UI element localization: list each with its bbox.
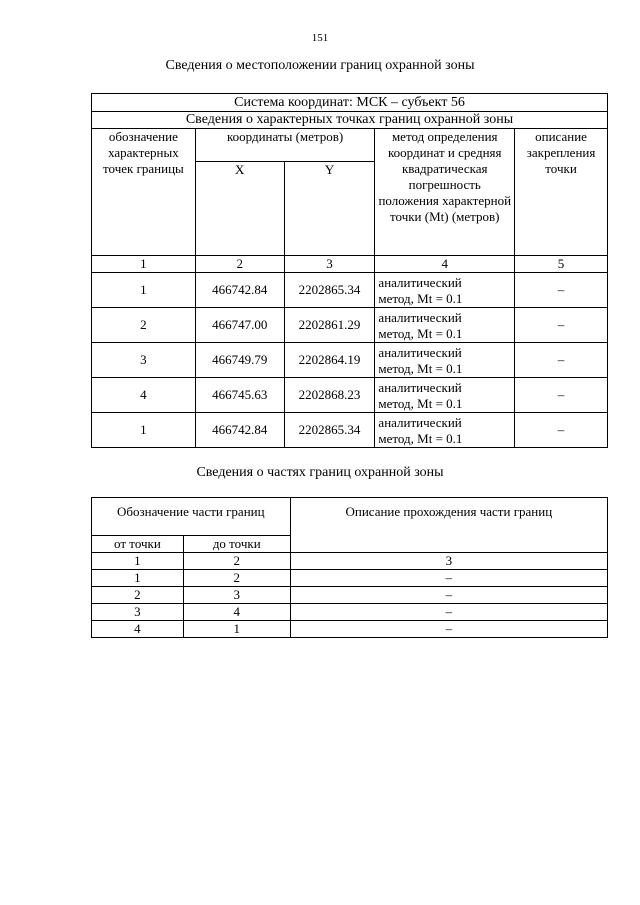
- header-point-designation: обозначение характерных точек границы: [92, 129, 196, 256]
- point-description: –: [515, 273, 608, 308]
- from-point: 1: [92, 570, 184, 587]
- boundary-parts-table: [91, 497, 608, 638]
- coord-x: 466747.00: [195, 308, 284, 343]
- method-line1: аналитический: [378, 380, 462, 395]
- point-id: 3: [92, 343, 196, 378]
- method-cell: [375, 308, 515, 343]
- point-id: 1: [92, 413, 196, 448]
- method-cell: [375, 273, 515, 308]
- method-cell: [375, 413, 515, 448]
- header-description: описание закрепления точки: [515, 129, 608, 256]
- method-line2: метод, Mt = 0.1: [378, 291, 463, 306]
- method-line2: метод, Mt = 0.1: [378, 326, 463, 341]
- from-point: 3: [92, 604, 184, 621]
- point-id: 1: [92, 273, 196, 308]
- header-method: метод определения координат и средняя квадратическая погрешность положения характерной точки (Mt) (метров): [375, 129, 515, 256]
- table-row: [92, 553, 608, 570]
- to-point: 2: [183, 570, 290, 587]
- table-row: [92, 378, 608, 413]
- coord-x: 466749.79: [195, 343, 284, 378]
- header-parts-description: Описание прохождения части границ: [290, 498, 607, 553]
- from-point: 4: [92, 621, 184, 638]
- header-to-point: до точки: [183, 536, 290, 553]
- points-subtitle: Сведения о характерных точках границ охранной зоны: [92, 112, 608, 129]
- method-cell: [375, 378, 515, 413]
- from-point: 1: [92, 553, 184, 570]
- part-description: 3: [290, 553, 607, 570]
- point-description: –: [515, 308, 608, 343]
- method-line1: аналитический: [378, 275, 462, 290]
- header-parts: Обозначение части границ: [92, 498, 291, 536]
- point-id: 2: [92, 308, 196, 343]
- coord-y: 2202868.23: [284, 378, 375, 413]
- table-row: [92, 621, 608, 638]
- coord-x: 466745.63: [195, 378, 284, 413]
- header-y: Y: [284, 162, 375, 256]
- col-number: 1: [92, 256, 196, 273]
- col-number: 5: [515, 256, 608, 273]
- part-description: –: [290, 570, 607, 587]
- section-title-location: Сведения о местоположении границ охранной зоны: [165, 58, 475, 73]
- coord-y: 2202861.29: [284, 308, 375, 343]
- part-description: –: [290, 587, 607, 604]
- point-id: 4: [92, 378, 196, 413]
- part-description: –: [290, 621, 607, 638]
- coord-y: 2202865.34: [284, 413, 375, 448]
- col-number: 2: [195, 256, 284, 273]
- header-coordinates: координаты (метров): [195, 129, 375, 162]
- coord-x: 466742.84: [195, 413, 284, 448]
- method-line2: метод, Mt = 0.1: [378, 361, 463, 376]
- method-line1: аналитический: [378, 345, 462, 360]
- point-description: –: [515, 413, 608, 448]
- section-title-parts: Сведения о частях границ охранной зоны: [196, 465, 444, 480]
- method-cell: [375, 343, 515, 378]
- coord-y: 2202865.34: [284, 273, 375, 308]
- header-from-point: от точки: [92, 536, 184, 553]
- coord-x: 466742.84: [195, 273, 284, 308]
- part-description: –: [290, 604, 607, 621]
- to-point: 3: [183, 587, 290, 604]
- col-number: 4: [375, 256, 515, 273]
- method-line2: метод, Mt = 0.1: [378, 431, 463, 446]
- table-row: [92, 273, 608, 308]
- table-row: [92, 604, 608, 621]
- table-row: [92, 570, 608, 587]
- table-row: [92, 343, 608, 378]
- boundary-points-table: [91, 93, 608, 448]
- table-row: [92, 308, 608, 343]
- to-point: 1: [183, 621, 290, 638]
- to-point: 2: [183, 553, 290, 570]
- page-number: 151: [311, 32, 329, 44]
- header-x: X: [195, 162, 284, 256]
- col-number: 3: [284, 256, 375, 273]
- point-description: –: [515, 378, 608, 413]
- to-point: 4: [183, 604, 290, 621]
- table-row: [92, 413, 608, 448]
- method-line1: аналитический: [378, 415, 462, 430]
- coord-y: 2202864.19: [284, 343, 375, 378]
- from-point: 2: [92, 587, 184, 604]
- point-description: –: [515, 343, 608, 378]
- coordinate-system: Система координат: МСК – субъект 56: [92, 94, 608, 112]
- method-line1: аналитический: [378, 310, 462, 325]
- table-row: [92, 587, 608, 604]
- method-line2: метод, Mt = 0.1: [378, 396, 463, 411]
